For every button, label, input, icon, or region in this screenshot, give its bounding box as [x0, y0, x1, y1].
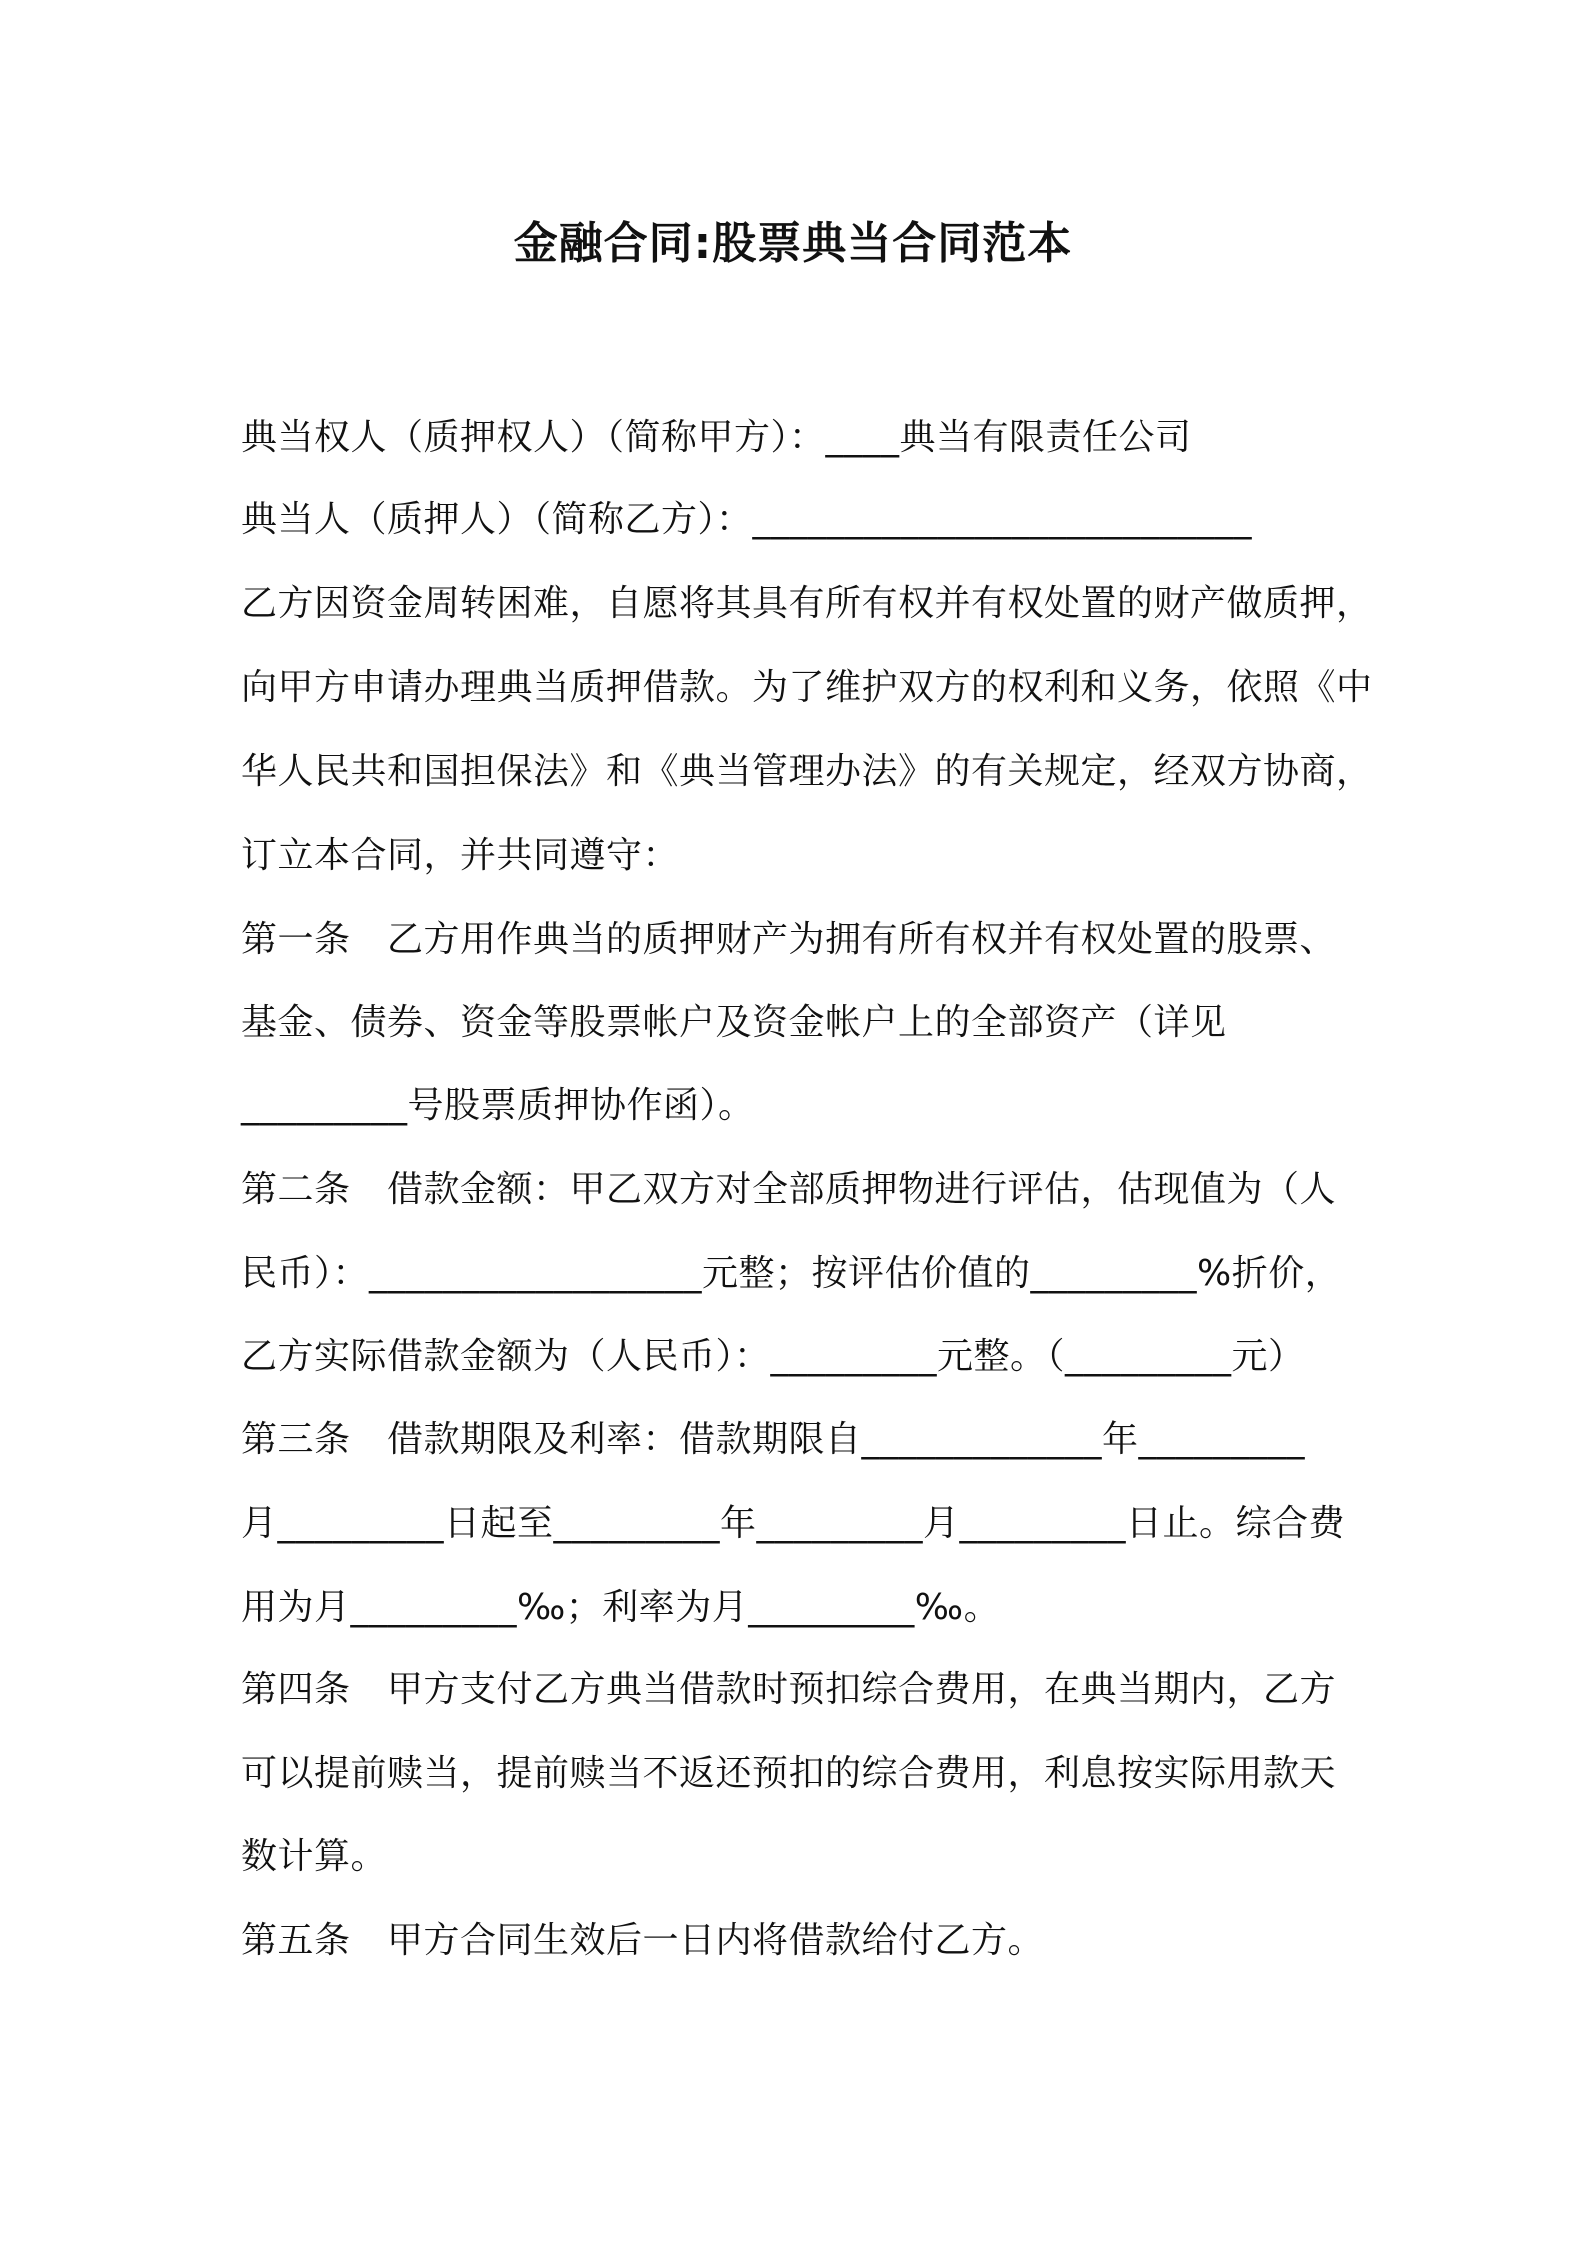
article-4-line-1: 第四条 甲方支付乙方典当借款时预扣综合费用，在典当期内，乙方 [241, 1669, 1337, 1710]
article-1-line-1: 第一条 乙方用作典当的质押财产为拥有所有权并有权处置的股票、 [241, 919, 1337, 960]
party-a-line: 典当权人（质押权人）（简称甲方）：____典当有限责任公司 [241, 417, 1192, 458]
article-4-line-2: 可以提前赎当，提前赎当不返还预扣的综合费用，利息按实际用款天 [241, 1753, 1337, 1794]
party-b-line: 典当人（质押人）（简称乙方）：___________________________ [241, 499, 1253, 540]
article-5-line-1: 第五条 甲方合同生效后一日内将借款给付乙方。 [241, 1920, 1045, 1961]
preamble-line-2: 向甲方申请办理典当质押借款。为了维护双方的权利和义务，依照《中 [241, 667, 1373, 708]
article-3-line-1: 第三条 借款期限及利率：借款期限自_____________年_________ [241, 1419, 1306, 1460]
preamble-line-4: 订立本合同，并共同遵守： [241, 835, 680, 876]
article-4-line-3: 数计算。 [241, 1836, 388, 1877]
article-3-line-3: 用为月_________‰；利率为月_________‰。 [241, 1587, 1001, 1628]
article-1-line-3: _________号股票质押协作函）。 [241, 1085, 755, 1126]
article-2-line-1: 第二条 借款金额：甲乙双方对全部质押物进行评估，估现值为（人 [241, 1169, 1337, 1210]
article-2-line-3: 乙方实际借款金额为（人民币）：_________元整。（_________元） [241, 1336, 1305, 1377]
article-2-line-2: 民币）：__________________元整；按评估价值的_________%折价， [241, 1253, 1342, 1294]
document-title: 金融合同:股票典当合同范本 [513, 218, 1073, 269]
preamble-line-3: 华人民共和国担保法》和《典当管理办法》的有关规定，经双方协商， [241, 751, 1373, 792]
article-1-line-2: 基金、债券、资金等股票帐户及资金帐户上的全部资产（详见 [241, 1002, 1227, 1043]
preamble-line-1: 乙方因资金周转困难，自愿将其具有所有权并有权处置的财产做质押， [241, 583, 1373, 624]
article-3-line-2: 月_________日起至_________年_________月_________日止。综合费 [241, 1503, 1346, 1544]
